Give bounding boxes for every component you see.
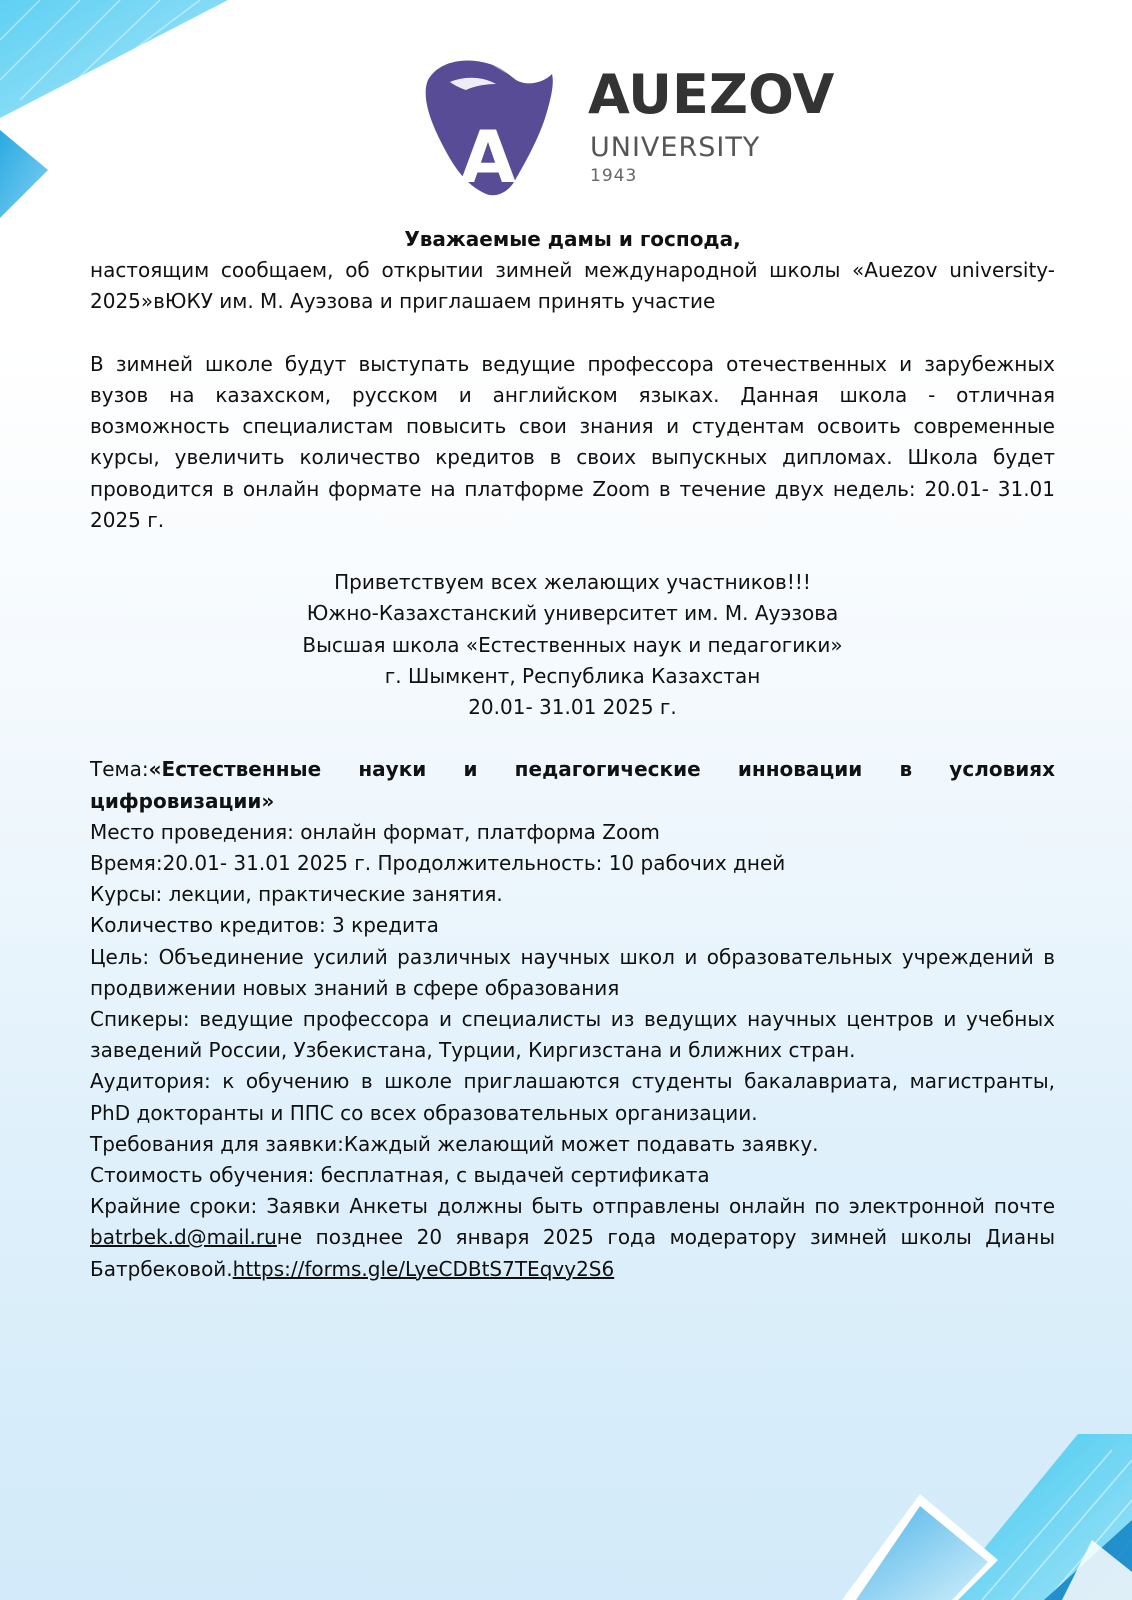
form-link[interactable]: https://forms.gle/LyeCDBtS7TEqvy2S6 — [232, 1256, 615, 1281]
topic-value: «Естественные науки и педагогические инновации в условиях цифровизации» — [90, 757, 1055, 813]
deadline-middle: не позднее 20 января 2025 года модератору зимней школы Дианы Батрбековой. — [90, 1225, 1055, 1281]
topic-line — [90, 754, 1055, 816]
eagle-emblem-icon — [424, 54, 556, 196]
logo-name: AUEZOV — [588, 63, 835, 126]
cost-line: Стоимость обучения: бесплатная, с выдачей сертификата — [90, 1163, 710, 1188]
welcome-line: Приветствуем всех желающих участников!!! — [334, 570, 811, 595]
university-line: Южно-Казахстанский университет им. М. Ауэзова — [306, 601, 839, 626]
venue-line: Место проведения: онлайн формат, платформа Zoom — [90, 819, 660, 844]
city-line: г. Шымкент, Республика Казахстан — [384, 663, 761, 688]
courses-line: Курсы: лекции, практические занятия. — [90, 882, 503, 907]
greeting: Уважаемые дамы и господа, — [404, 227, 741, 251]
deadline-paragraph — [90, 1191, 1055, 1285]
emblem-letter: A — [460, 115, 516, 196]
deadline-prefix: Крайние сроки: Заявки Анкеты должны быть отправлены онлайн по электронной почте — [90, 1194, 1055, 1219]
dates-line: 20.01- 31.01 2025 г. — [468, 695, 677, 720]
topic-label: Тема: — [90, 757, 149, 782]
description-paragraph: В зимней школе будут выступать ведущие профессора отечественных и зарубежных вузов на казахском, русском и английском языках. Данная школа - отличная возможность специалистам повысить свои знания и студентам освоить современные курсы, увеличить количество кредитов в своих выпускных дипломах. Школа будет проводится в онлайн формате на платформе Zoom в течение двух недель: 20.01- 31.01 2025 г. — [90, 351, 1055, 532]
audience-line: Аудитория: к обучению в школе приглашаются студенты бакалавриата, магистранты, PhD докторанты и ППС со всех образовательных организации. — [90, 1069, 1055, 1125]
requirements-line: Требования для заявки:Каждый желающий может подавать заявку. — [90, 1131, 819, 1156]
organizer-block — [90, 567, 1055, 723]
school-line: Высшая школа «Естественных наук и педагогики» — [302, 632, 843, 657]
goal-line: Цель: Объединение усилий различных научных школ и образовательных учреждений в продвижении новых знаний в сфере образования — [90, 944, 1055, 1000]
intro-paragraph: настоящим сообщаем, об открытии зимней международной школы «Auezov university-2025»вЮКУ им. М. Ауэзова и приглашаем принять участие — [90, 258, 1055, 314]
letter-body — [90, 224, 1055, 1285]
speakers-line: Спикеры: ведущие профессора и специалисты из ведущих научных центров и учебных заведений России, Узбекистана, Турции, Киргизстана и ближних стран. — [90, 1007, 1055, 1063]
corner-decoration-bottom-right — [832, 1420, 1132, 1600]
time-line: Время:20.01- 31.01 2025 г. Продолжительность: 10 рабочих дней — [90, 851, 786, 876]
corner-decoration-top-left — [0, 0, 240, 230]
logo-subtitle: UNIVERSITY — [590, 132, 761, 163]
email-link[interactable]: batrbek.d@mail.ru — [90, 1225, 277, 1250]
logo-year: 1943 — [590, 166, 638, 186]
university-logo — [424, 54, 835, 199]
credits-line: Количество кредитов: 3 кредита — [90, 913, 439, 938]
